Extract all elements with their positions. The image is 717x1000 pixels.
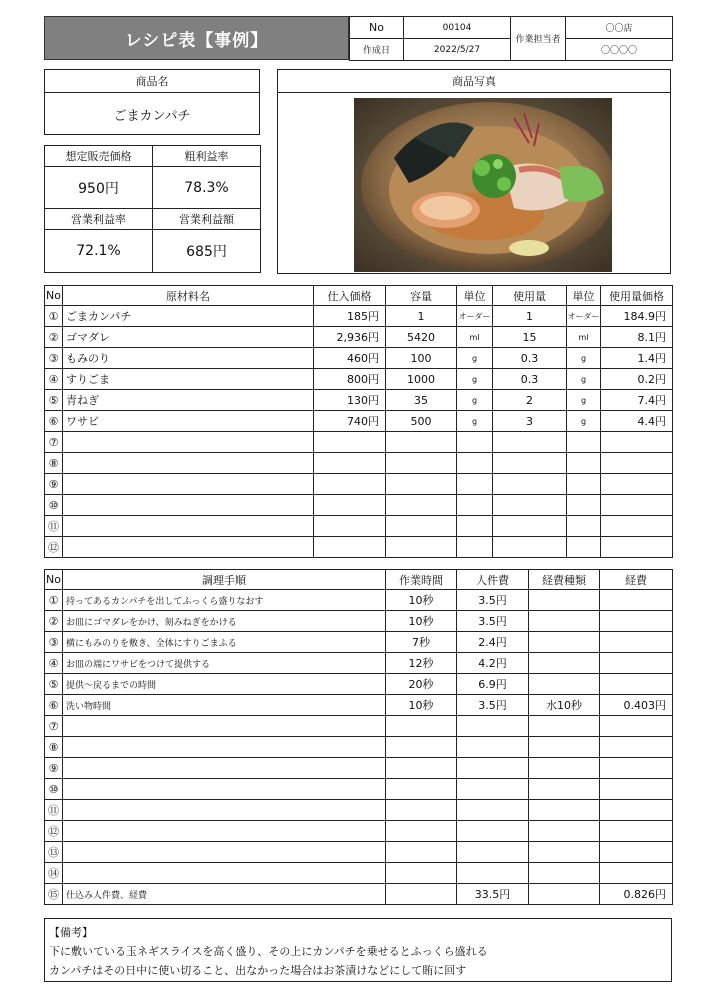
gross-margin-label: 粗利益率 (153, 146, 261, 167)
material-cost: 7.4円 (601, 390, 673, 411)
material-name (63, 537, 314, 558)
op-rate-label: 営業利益率 (45, 209, 153, 230)
step-row (45, 863, 673, 884)
step-row (45, 632, 673, 653)
step-time (386, 716, 457, 737)
material-cost (601, 516, 673, 537)
materials-table (44, 285, 673, 558)
material-unit: g (457, 348, 493, 369)
step-no: ⑦ (45, 716, 63, 737)
step-expense (600, 758, 673, 779)
material-qty: 5420 (386, 327, 457, 348)
product-name-label: 商品名 (45, 70, 259, 93)
step-no: ④ (45, 653, 63, 674)
step-labor (457, 737, 529, 758)
step-expense-kind (529, 884, 600, 905)
materials-header-use-unit: 単位 (567, 286, 601, 306)
step-labor: 4.2円 (457, 653, 529, 674)
material-unit (457, 495, 493, 516)
step-expense-kind (529, 800, 600, 821)
op-amount-value: 685円 (153, 230, 261, 273)
step-expense (600, 821, 673, 842)
step-time: 10秒 (386, 611, 457, 632)
step-row (45, 800, 673, 821)
material-unit (457, 432, 493, 453)
material-use: 0.3 (493, 369, 567, 390)
step-time (386, 842, 457, 863)
step-desc (63, 842, 386, 863)
product-name-value: ごまカンパチ (113, 108, 191, 124)
material-qty: 35 (386, 390, 457, 411)
material-price: 740円 (314, 411, 386, 432)
step-no: ⑪ (45, 800, 63, 821)
gross-margin-value: 78.3% (153, 167, 261, 209)
material-qty: 1000 (386, 369, 457, 390)
material-use-unit: g (567, 390, 601, 411)
material-unit: g (457, 411, 493, 432)
step-expense-kind (529, 590, 600, 611)
material-price (314, 495, 386, 516)
step-desc: お皿の端にワサビをつけて提供する (63, 653, 386, 674)
material-unit (457, 537, 493, 558)
step-expense-kind (529, 674, 600, 695)
step-desc: 仕込み人件費、経費 (63, 884, 386, 905)
step-expense-kind (529, 758, 600, 779)
step-time (386, 821, 457, 842)
header-info-table (349, 16, 673, 61)
material-qty (386, 537, 457, 558)
step-no: ⑧ (45, 737, 63, 758)
material-use-unit (567, 474, 601, 495)
material-use (493, 432, 567, 453)
step-expense (600, 674, 673, 695)
step-no: ⑤ (45, 674, 63, 695)
step-row (45, 653, 673, 674)
material-use-unit: ml (567, 327, 601, 348)
material-cost: 4.4円 (601, 411, 673, 432)
step-time (386, 800, 457, 821)
step-expense (600, 716, 673, 737)
material-use-unit: g (567, 369, 601, 390)
material-name (63, 432, 314, 453)
step-desc: 提供～戻るまでの時間 (63, 674, 386, 695)
step-no: ③ (45, 632, 63, 653)
step-labor (457, 758, 529, 779)
material-price: 185円 (314, 306, 386, 327)
step-no: ② (45, 611, 63, 632)
material-use (493, 453, 567, 474)
material-name: もみのり (63, 348, 314, 369)
step-expense-kind (529, 653, 600, 674)
materials-header-price: 仕入価格 (314, 286, 386, 306)
material-price: 800円 (314, 369, 386, 390)
material-price: 2,936円 (314, 327, 386, 348)
material-name (63, 495, 314, 516)
material-use-unit (567, 432, 601, 453)
step-expense-kind (529, 821, 600, 842)
material-use-unit (567, 516, 601, 537)
step-no: ⑥ (45, 695, 63, 716)
steps-header-cost: 経費 (600, 570, 673, 590)
step-labor: 3.5円 (457, 695, 529, 716)
step-labor: 6.9円 (457, 674, 529, 695)
material-no: ③ (45, 348, 63, 369)
materials-header-use: 使用量 (493, 286, 567, 306)
step-time: 12秒 (386, 653, 457, 674)
notes-label: 【備考】 (49, 926, 93, 939)
step-no: ⑫ (45, 821, 63, 842)
step-expense (600, 611, 673, 632)
step-time: 20秒 (386, 674, 457, 695)
op-amount-label: 営業利益額 (153, 209, 261, 230)
step-row (45, 821, 673, 842)
product-name-box (44, 69, 260, 135)
material-no: ⑫ (45, 537, 63, 558)
step-row (45, 590, 673, 611)
step-desc (63, 821, 386, 842)
step-expense-kind (529, 737, 600, 758)
material-row (45, 474, 673, 495)
step-desc (63, 800, 386, 821)
sheet-title: レシピ表【事例】 (44, 16, 349, 60)
price-label: 想定販売価格 (45, 146, 153, 167)
material-cost: 8.1円 (601, 327, 673, 348)
material-row (45, 390, 673, 411)
material-unit: オーダー (457, 306, 493, 327)
metrics-table (44, 145, 261, 273)
material-price (314, 432, 386, 453)
material-row (45, 516, 673, 537)
step-labor: 3.5円 (457, 590, 529, 611)
step-labor (457, 779, 529, 800)
step-expense (600, 590, 673, 611)
step-expense (600, 653, 673, 674)
op-rate-value: 72.1% (45, 230, 153, 273)
material-use-unit (567, 537, 601, 558)
material-use-unit: g (567, 348, 601, 369)
step-expense-kind: 水10秒 (529, 695, 600, 716)
material-price: 460円 (314, 348, 386, 369)
material-use: 15 (493, 327, 567, 348)
material-qty (386, 432, 457, 453)
steps-header-desc: 調理手順 (63, 570, 386, 590)
step-desc: 洗い物時間 (63, 695, 386, 716)
material-qty (386, 453, 457, 474)
material-row (45, 537, 673, 558)
material-qty: 500 (386, 411, 457, 432)
price-value: 950円 (45, 167, 153, 209)
step-desc: お皿にゴマダレをかけ、刻みねぎをかける (63, 611, 386, 632)
step-expense (600, 863, 673, 884)
step-row (45, 884, 673, 905)
material-unit: g (457, 390, 493, 411)
step-labor (457, 800, 529, 821)
material-price: 130円 (314, 390, 386, 411)
step-expense (600, 800, 673, 821)
material-name: ごまカンパチ (63, 306, 314, 327)
steps-table (44, 569, 673, 905)
material-unit (457, 474, 493, 495)
step-time: 10秒 (386, 695, 457, 716)
material-cost: 184.9円 (601, 306, 673, 327)
step-labor (457, 821, 529, 842)
material-name (63, 453, 314, 474)
step-row (45, 758, 673, 779)
material-qty (386, 516, 457, 537)
material-name (63, 474, 314, 495)
material-qty (386, 474, 457, 495)
step-expense-kind (529, 779, 600, 800)
step-expense (600, 737, 673, 758)
material-use-unit (567, 495, 601, 516)
material-use: 2 (493, 390, 567, 411)
material-name: ワサビ (63, 411, 314, 432)
material-no: ① (45, 306, 63, 327)
step-expense-kind (529, 863, 600, 884)
material-no: ⑪ (45, 516, 63, 537)
material-cost: 0.2円 (601, 369, 673, 390)
step-row (45, 611, 673, 632)
material-use-unit: オーダー (567, 306, 601, 327)
material-use (493, 516, 567, 537)
material-row (45, 411, 673, 432)
step-labor (457, 863, 529, 884)
material-no: ⑩ (45, 495, 63, 516)
material-row (45, 495, 673, 516)
material-use (493, 495, 567, 516)
material-row (45, 369, 673, 390)
material-name (63, 516, 314, 537)
material-cost (601, 453, 673, 474)
step-no: ⑩ (45, 779, 63, 800)
material-price (314, 516, 386, 537)
step-no: ⑮ (45, 884, 63, 905)
created-label: 作成日 (350, 39, 404, 61)
material-no: ⑥ (45, 411, 63, 432)
notes-box (44, 918, 672, 982)
notes-line: カンパチはその日中に使い切ること、出なかった場合はお茶漬けなどにして賄に回す (49, 964, 467, 977)
step-labor (457, 716, 529, 737)
material-use (493, 537, 567, 558)
step-time (386, 863, 457, 884)
materials-header-name: 原材料名 (63, 286, 314, 306)
step-time (386, 779, 457, 800)
material-unit: g (457, 369, 493, 390)
step-no: ⑬ (45, 842, 63, 863)
material-row (45, 453, 673, 474)
material-use (493, 474, 567, 495)
material-row (45, 306, 673, 327)
step-row (45, 737, 673, 758)
product-photo-box (277, 69, 671, 274)
step-no: ⑭ (45, 863, 63, 884)
staff-label: 作業担当者 (511, 17, 566, 61)
material-price (314, 537, 386, 558)
created-value: 2022/5/27 (404, 39, 511, 61)
no-label: No (350, 17, 404, 39)
material-no: ④ (45, 369, 63, 390)
step-expense (600, 779, 673, 800)
materials-header-row (45, 286, 673, 306)
notes-line: 下に敷いている玉ネギスライスを高く盛り、その上にカンパチを乗せるとふっくら盛れる (49, 945, 488, 958)
material-no: ⑤ (45, 390, 63, 411)
material-no: ⑧ (45, 453, 63, 474)
step-time (386, 737, 457, 758)
store-value: 〇〇店 (566, 17, 673, 39)
step-expense-kind (529, 842, 600, 863)
material-unit: ml (457, 327, 493, 348)
step-row (45, 674, 673, 695)
step-desc (63, 863, 386, 884)
step-expense (600, 842, 673, 863)
staff-value: 〇〇〇〇 (566, 39, 673, 61)
dish-photo (354, 98, 612, 272)
materials-header-no: No (45, 286, 63, 306)
material-cost: 1.4円 (601, 348, 673, 369)
material-name: 青ねぎ (63, 390, 314, 411)
material-price (314, 474, 386, 495)
step-time: 7秒 (386, 632, 457, 653)
material-price (314, 453, 386, 474)
step-labor: 2.4円 (457, 632, 529, 653)
material-use: 0.3 (493, 348, 567, 369)
step-desc: 持ってあるカンパチを出してふっくら盛りなおす (63, 590, 386, 611)
materials-header-qty: 容量 (386, 286, 457, 306)
material-unit (457, 453, 493, 474)
no-value: 00104 (404, 17, 511, 39)
materials-header-cost: 使用量価格 (601, 286, 673, 306)
steps-header-time: 作業時間 (386, 570, 457, 590)
material-no: ⑦ (45, 432, 63, 453)
steps-header-row (45, 570, 673, 590)
step-desc: 横にもみのりを敷き、全体にすりごまふる (63, 632, 386, 653)
step-time: 10秒 (386, 590, 457, 611)
material-cost (601, 537, 673, 558)
material-qty (386, 495, 457, 516)
step-row (45, 779, 673, 800)
material-qty: 100 (386, 348, 457, 369)
step-row (45, 695, 673, 716)
material-unit (457, 516, 493, 537)
materials-header-unit: 単位 (457, 286, 493, 306)
material-row (45, 432, 673, 453)
step-row (45, 842, 673, 863)
step-expense (600, 632, 673, 653)
step-desc (63, 779, 386, 800)
material-use: 1 (493, 306, 567, 327)
step-time (386, 758, 457, 779)
material-use-unit (567, 453, 601, 474)
material-name: ゴマダレ (63, 327, 314, 348)
step-no: ⑨ (45, 758, 63, 779)
product-photo-label: 商品写真 (278, 70, 670, 93)
step-labor: 3.5円 (457, 611, 529, 632)
material-cost (601, 474, 673, 495)
step-row (45, 716, 673, 737)
steps-header-kind: 経費種類 (529, 570, 600, 590)
step-desc (63, 716, 386, 737)
step-labor (457, 842, 529, 863)
step-time (386, 884, 457, 905)
step-expense: 0.826円 (600, 884, 673, 905)
step-expense-kind (529, 611, 600, 632)
material-name: すりごま (63, 369, 314, 390)
step-expense: 0.403円 (600, 695, 673, 716)
step-labor: 33.5円 (457, 884, 529, 905)
material-use-unit: g (567, 411, 601, 432)
material-row (45, 348, 673, 369)
steps-header-no: No (45, 570, 63, 590)
material-cost (601, 432, 673, 453)
material-use: 3 (493, 411, 567, 432)
step-expense-kind (529, 632, 600, 653)
step-desc (63, 758, 386, 779)
material-no: ② (45, 327, 63, 348)
step-desc (63, 737, 386, 758)
step-expense-kind (529, 716, 600, 737)
material-no: ⑨ (45, 474, 63, 495)
steps-header-labor: 人件費 (457, 570, 529, 590)
material-qty: 1 (386, 306, 457, 327)
material-cost (601, 495, 673, 516)
material-row (45, 327, 673, 348)
step-no: ① (45, 590, 63, 611)
